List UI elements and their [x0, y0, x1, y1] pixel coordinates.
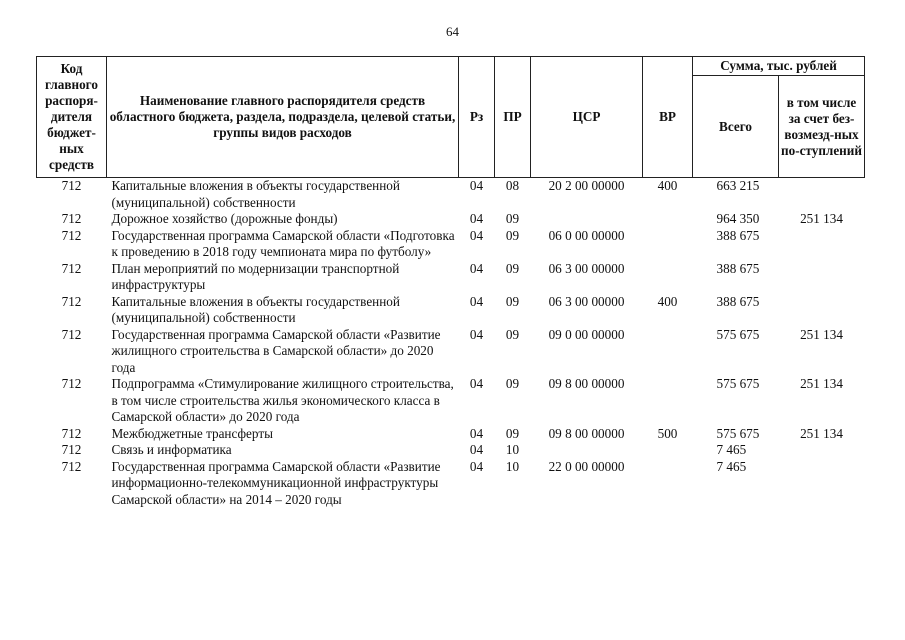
- row-free-receipts: [779, 228, 865, 261]
- header-free-receipts: в том числе за счет без-возмезд-ных по-ступлений: [779, 76, 865, 178]
- row-free-receipts: 251 134: [800, 326, 843, 342]
- row-name: Капитальные вложения в объекты государственной (муниципальной) собственности: [111, 178, 400, 210]
- table-row: [37, 426, 865, 443]
- header-rz: Рз: [459, 57, 495, 178]
- header-total: Всего: [693, 76, 779, 178]
- row-pr: 09: [505, 227, 520, 243]
- header-code: Код главного распоря-дителя бюджет-ных средств: [37, 57, 107, 178]
- row-rz: 04: [469, 326, 484, 342]
- header-sum-group: Сумма, тыс. рублей: [693, 57, 865, 76]
- row-code: 712: [61, 293, 82, 309]
- table-row: [37, 442, 865, 459]
- row-free-receipts: [779, 442, 865, 459]
- row-rz: 04: [469, 227, 484, 243]
- table-row: [37, 211, 865, 228]
- row-csr: [531, 442, 643, 459]
- row-name: Государственная программа Самарской области «Развитие жилищного строительства в Самарской области» до 2020 года: [111, 326, 441, 375]
- row-vr: [643, 211, 693, 228]
- row-rz: 04: [469, 442, 484, 457]
- table-row: [37, 376, 865, 426]
- row-csr: 09 8 00 00000: [548, 376, 625, 391]
- row-free-receipts: 251 134: [800, 376, 843, 391]
- row-rz: 04: [469, 458, 484, 474]
- row-total: 7 465: [716, 442, 747, 457]
- row-csr: [531, 211, 643, 228]
- table-header: [37, 57, 865, 178]
- row-csr: 09 0 00 00000: [548, 326, 625, 342]
- header-vr: ВР: [643, 57, 693, 178]
- row-vr: [643, 442, 693, 459]
- row-total: 388 675: [716, 227, 760, 243]
- row-pr: 09: [505, 293, 520, 309]
- row-total: 7 465: [716, 458, 747, 474]
- row-vr: [643, 459, 693, 509]
- row-vr: 500: [657, 425, 678, 441]
- row-rz: 04: [469, 260, 484, 276]
- row-name: Дорожное хозяйство (дорожные фонды): [111, 211, 338, 226]
- row-code: 712: [61, 376, 82, 391]
- row-total: 575 675: [716, 326, 760, 342]
- row-vr: 400: [657, 293, 678, 309]
- row-code: 712: [61, 227, 82, 243]
- row-code: 712: [61, 178, 82, 193]
- row-vr: [643, 327, 693, 377]
- row-pr: 10: [505, 458, 520, 474]
- row-pr: 09: [505, 211, 520, 226]
- row-total: 964 350: [716, 211, 760, 226]
- header-name: Наименование главного распорядителя средств областного бюджета, раздела, подраздела, целевой статьи, группы видов расходов: [107, 57, 459, 178]
- header-pr: ПР: [495, 57, 531, 178]
- row-name: Связь и информатика: [111, 442, 232, 457]
- row-code: 712: [61, 326, 82, 342]
- row-pr: 09: [505, 425, 520, 441]
- row-rz: 04: [469, 425, 484, 441]
- row-total: 575 675: [716, 376, 760, 391]
- table-row: [37, 261, 865, 294]
- row-free-receipts: [779, 178, 865, 212]
- row-code: 712: [61, 442, 82, 457]
- row-csr: 22 0 00 00000: [548, 458, 625, 474]
- row-name: Государственная программа Самарской области «Подготовка к проведению в 2018 году чемпионата мира по футболу»: [111, 227, 455, 259]
- row-code: 712: [61, 458, 82, 474]
- row-code: 712: [61, 211, 82, 226]
- row-free-receipts: [779, 459, 865, 509]
- row-pr: 10: [505, 442, 520, 457]
- table-row: [37, 294, 865, 327]
- row-vr: 400: [657, 178, 678, 193]
- table-body: [37, 178, 865, 509]
- row-rz: 04: [469, 293, 484, 309]
- row-vr: [643, 228, 693, 261]
- table-row: [37, 228, 865, 261]
- row-free-receipts: 251 134: [800, 425, 843, 441]
- row-vr: [643, 376, 693, 426]
- page-number: 64: [446, 24, 459, 39]
- row-rz: 04: [469, 376, 484, 391]
- row-csr: 09 8 00 00000: [548, 425, 625, 441]
- row-csr: 06 3 00 00000: [548, 260, 625, 276]
- row-name: Капитальные вложения в объекты государственной (муниципальной) собственности: [111, 293, 400, 325]
- table-row: [37, 178, 865, 212]
- row-name: Межбюджетные трансферты: [111, 425, 273, 441]
- row-pr: 08: [505, 178, 520, 193]
- row-name: Государственная программа Самарской области «Развитие информационно-телекоммуникационной инфраструктуры Самарской области» на 2014 – 2020 годы: [111, 458, 441, 507]
- row-code: 712: [61, 425, 82, 441]
- row-csr: 06 0 00 00000: [548, 227, 625, 243]
- row-free-receipts: 251 134: [800, 211, 843, 226]
- row-total: 388 675: [716, 293, 760, 309]
- row-pr: 09: [505, 376, 520, 391]
- budget-table: [36, 56, 865, 508]
- table-row: [37, 459, 865, 509]
- row-csr: 06 3 00 00000: [548, 293, 625, 309]
- row-pr: 09: [505, 326, 520, 342]
- row-pr: 09: [505, 260, 520, 276]
- row-csr: 20 2 00 00000: [548, 178, 625, 193]
- row-total: 663 215: [716, 178, 760, 193]
- table-row: [37, 327, 865, 377]
- row-vr: [643, 261, 693, 294]
- row-rz: 04: [469, 178, 484, 193]
- row-name: План мероприятий по модернизации транспортной инфраструктуры: [111, 260, 400, 292]
- row-free-receipts: [779, 294, 865, 327]
- row-free-receipts: [779, 261, 865, 294]
- row-total: 388 675: [716, 260, 760, 276]
- row-code: 712: [61, 260, 82, 276]
- row-rz: 04: [469, 211, 484, 226]
- row-total: 575 675: [716, 425, 760, 441]
- header-csr: ЦСР: [531, 57, 643, 178]
- row-name: Подпрограмма «Стимулирование жилищного строительства, в том числе строительства жилья экономического класса в Самарской области» до 2020 года: [111, 376, 454, 424]
